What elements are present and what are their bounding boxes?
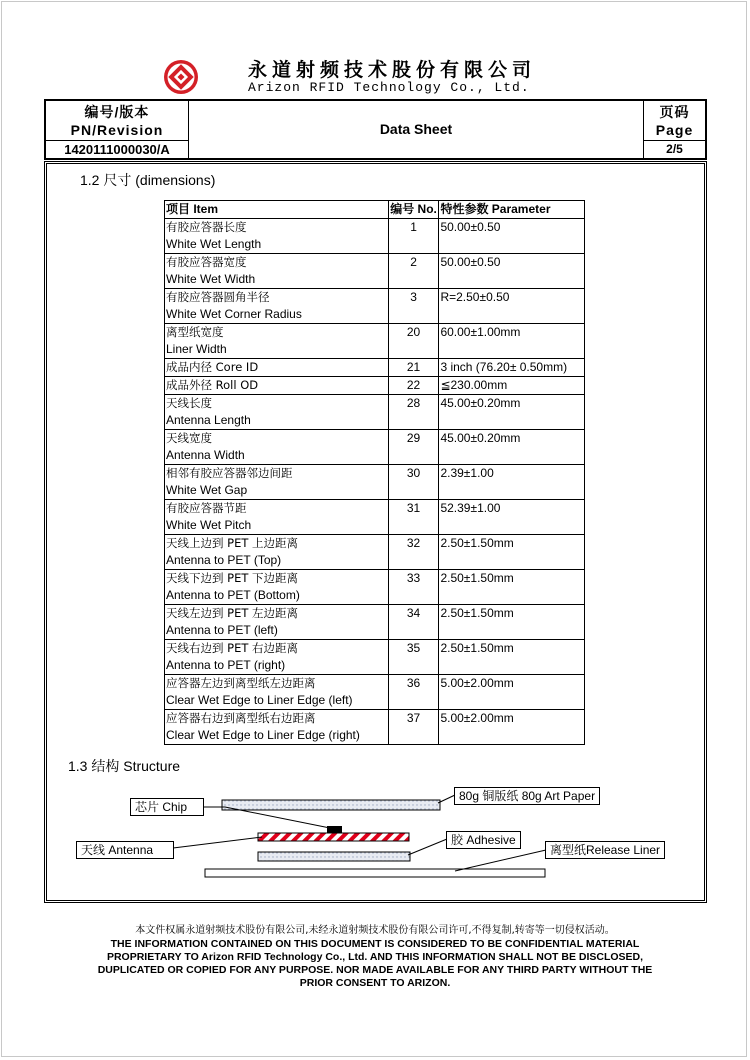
table-row — [165, 675, 585, 710]
table-row — [165, 500, 585, 535]
company-name-cn: 永道射频技术股份有限公司 — [248, 59, 537, 81]
item-name-cn: 离型纸宽度 — [166, 325, 224, 339]
item-number: 28 — [388, 395, 439, 430]
company-logo — [163, 59, 199, 95]
page-label-en: Page — [655, 122, 694, 138]
item-cell — [165, 605, 389, 640]
item-cell — [165, 254, 389, 289]
item-parameter: 2.50±1.50mm — [439, 640, 585, 675]
pn-label-en: PN/Revision — [70, 122, 164, 138]
table-row — [165, 640, 585, 675]
item-number: 35 — [388, 640, 439, 675]
item-name-cn: 天线长度 — [166, 396, 212, 410]
item-parameter: R=2.50±0.50 — [439, 289, 585, 324]
page-label-cn: 页码 — [659, 104, 690, 120]
item-number: 34 — [388, 605, 439, 640]
item-number: 32 — [388, 535, 439, 570]
document-header-table — [44, 99, 707, 160]
item-name-cn: 成品外径 Roll OD — [166, 378, 259, 392]
chip-label: 芯片 Chip — [130, 798, 204, 816]
item-cell — [165, 219, 389, 254]
item-number: 3 — [388, 289, 439, 324]
footer-line-4: PRIOR CONSENT TO ARIZON. — [299, 977, 451, 989]
item-parameter: 45.00±0.20mm — [439, 430, 585, 465]
item-cell — [165, 675, 389, 710]
table-row — [165, 377, 585, 395]
table-row — [165, 605, 585, 640]
item-parameter: 2.39±1.00 — [439, 465, 585, 500]
item-name-en: White Wet Width — [166, 272, 256, 286]
table-row — [165, 395, 585, 430]
item-number: 31 — [388, 500, 439, 535]
item-name-cn: 有胶应答器宽度 — [166, 255, 247, 269]
item-cell — [165, 289, 389, 324]
release-liner-label: 离型纸Release Liner — [545, 841, 665, 859]
item-cell — [165, 465, 389, 500]
item-name-en: White Wet Corner Radius — [166, 307, 302, 321]
table-row — [165, 570, 585, 605]
table-row — [165, 324, 585, 359]
item-cell — [165, 430, 389, 465]
item-parameter: 50.00±0.50 — [439, 219, 585, 254]
item-parameter: 5.00±2.00mm — [439, 710, 585, 745]
item-name-cn: 有胶应答器圆角半径 — [166, 290, 270, 304]
page-label-cell — [644, 101, 705, 141]
header-item: 项目 Item — [165, 201, 389, 219]
item-name-cn: 天线宽度 — [166, 431, 212, 445]
item-name-en: Antenna Width — [166, 448, 245, 462]
antenna-label: 天线 Antenna — [76, 841, 174, 859]
item-name-en: Antenna Length — [166, 413, 251, 427]
item-name-cn: 天线左边到 PET 左边距离 — [166, 606, 299, 620]
table-row — [165, 219, 585, 254]
page-number: 2/5 — [666, 142, 683, 156]
item-parameter: 3 inch (76.20± 0.50mm) — [439, 359, 585, 377]
item-name-cn: 天线右边到 PET 右边距离 — [166, 641, 299, 655]
item-parameter: 2.50±1.50mm — [439, 570, 585, 605]
item-name-cn: 天线上边到 PET 上边距离 — [166, 536, 299, 550]
item-number: 20 — [388, 324, 439, 359]
item-number: 36 — [388, 675, 439, 710]
section-title-dimensions: 1.2 尺寸 (dimensions) — [80, 172, 216, 188]
table-row — [165, 535, 585, 570]
item-cell — [165, 570, 389, 605]
item-number: 2 — [388, 254, 439, 289]
item-cell — [165, 359, 389, 377]
item-parameter: 45.00±0.20mm — [439, 395, 585, 430]
pn-value: 1420111000030/A — [46, 141, 189, 158]
item-name-en: Liner Width — [166, 342, 227, 356]
item-parameter: ≦230.00mm — [439, 377, 585, 395]
header-parameter: 特性参数 Parameter — [439, 201, 585, 219]
item-name-en: Antenna to PET (right) — [166, 658, 286, 672]
table-row — [165, 430, 585, 465]
item-name-en: White Wet Length — [166, 237, 262, 251]
footer-line-3: DUPLICATED OR COPIED FOR ANY PURPOSE. NOR MADE AVAILABLE FOR ANY THIRD PARTY WITHOUT THE — [97, 964, 653, 976]
item-name-cn: 天线下边到 PET 下边距离 — [166, 571, 299, 585]
item-cell — [165, 535, 389, 570]
item-parameter: 50.00±0.50 — [439, 254, 585, 289]
table-row — [165, 359, 585, 377]
item-number: 33 — [388, 570, 439, 605]
footer-notice-en — [40, 938, 710, 990]
pn-label-cell — [46, 101, 189, 141]
item-name-en: White Wet Pitch — [166, 518, 252, 532]
item-name-en: Antenna to PET (left) — [166, 623, 278, 637]
item-name-en: Clear Wet Edge to Liner Edge (left) — [166, 693, 353, 707]
item-name-cn: 有胶应答器节距 — [166, 501, 247, 515]
item-name-cn: 成品内径 Core ID — [166, 360, 259, 374]
item-number: 21 — [388, 359, 439, 377]
item-parameter: 5.00±2.00mm — [439, 675, 585, 710]
footer-notice-cn: 本文件权属永道射频技术股份有限公司,未经永道射频技术股份有限公司许可,不得复制,转寄等一切侵权活动。 — [135, 925, 615, 936]
item-name-en: White Wet Gap — [166, 483, 248, 497]
dimensions-table — [164, 200, 585, 745]
item-cell — [165, 500, 389, 535]
footer-line-2: PROPRIETARY TO Arizon RFID Technology Co., Ltd. AND THIS INFORMATION SHALL NOT BE DISCLOSED, — [106, 951, 644, 963]
table-header-row — [165, 201, 585, 219]
item-name-en: Antenna to PET (Bottom) — [166, 588, 300, 602]
item-parameter: 2.50±1.50mm — [439, 535, 585, 570]
section-title-structure: 1.3 结构 Structure — [68, 758, 181, 774]
item-parameter: 52.39±1.00 — [439, 500, 585, 535]
table-row — [165, 710, 585, 745]
item-cell — [165, 377, 389, 395]
art-paper-label: 80g 铜版纸 80g Art Paper — [454, 787, 600, 805]
item-name-en: Antenna to PET (Top) — [166, 553, 282, 567]
item-name-cn: 有胶应答器长度 — [166, 220, 247, 234]
item-name-en: Clear Wet Edge to Liner Edge (right) — [166, 728, 360, 742]
table-row — [165, 289, 585, 324]
table-row — [165, 465, 585, 500]
item-name-cn: 应答器右边到离型纸右边距离 — [166, 711, 316, 725]
pn-label-cn: 编号/版本 — [84, 104, 150, 120]
item-cell — [165, 640, 389, 675]
adhesive-label: 胶 Adhesive — [446, 831, 521, 849]
item-name-cn: 应答器左边到离型纸左边距离 — [166, 676, 316, 690]
company-name-en: Arizon RFID Technology Co., Ltd. — [248, 80, 530, 95]
item-cell — [165, 324, 389, 359]
header-no: 编号 No. — [388, 201, 439, 219]
item-number: 30 — [388, 465, 439, 500]
item-parameter: 2.50±1.50mm — [439, 605, 585, 640]
item-cell — [165, 395, 389, 430]
document-title: Data Sheet — [189, 101, 644, 158]
item-cell — [165, 710, 389, 745]
item-name-cn: 相邻有胶应答器邻边间距 — [166, 466, 293, 480]
item-parameter: 60.00±1.00mm — [439, 324, 585, 359]
item-number: 1 — [388, 219, 439, 254]
item-number: 22 — [388, 377, 439, 395]
footer-line-1: THE INFORMATION CONTAINED ON THIS DOCUMENT IS CONSIDERED TO BE CONFIDENTIAL MATERIAL — [110, 938, 640, 950]
table-row — [165, 254, 585, 289]
dimensions-table-body — [165, 219, 585, 745]
item-number: 37 — [388, 710, 439, 745]
item-number: 29 — [388, 430, 439, 465]
